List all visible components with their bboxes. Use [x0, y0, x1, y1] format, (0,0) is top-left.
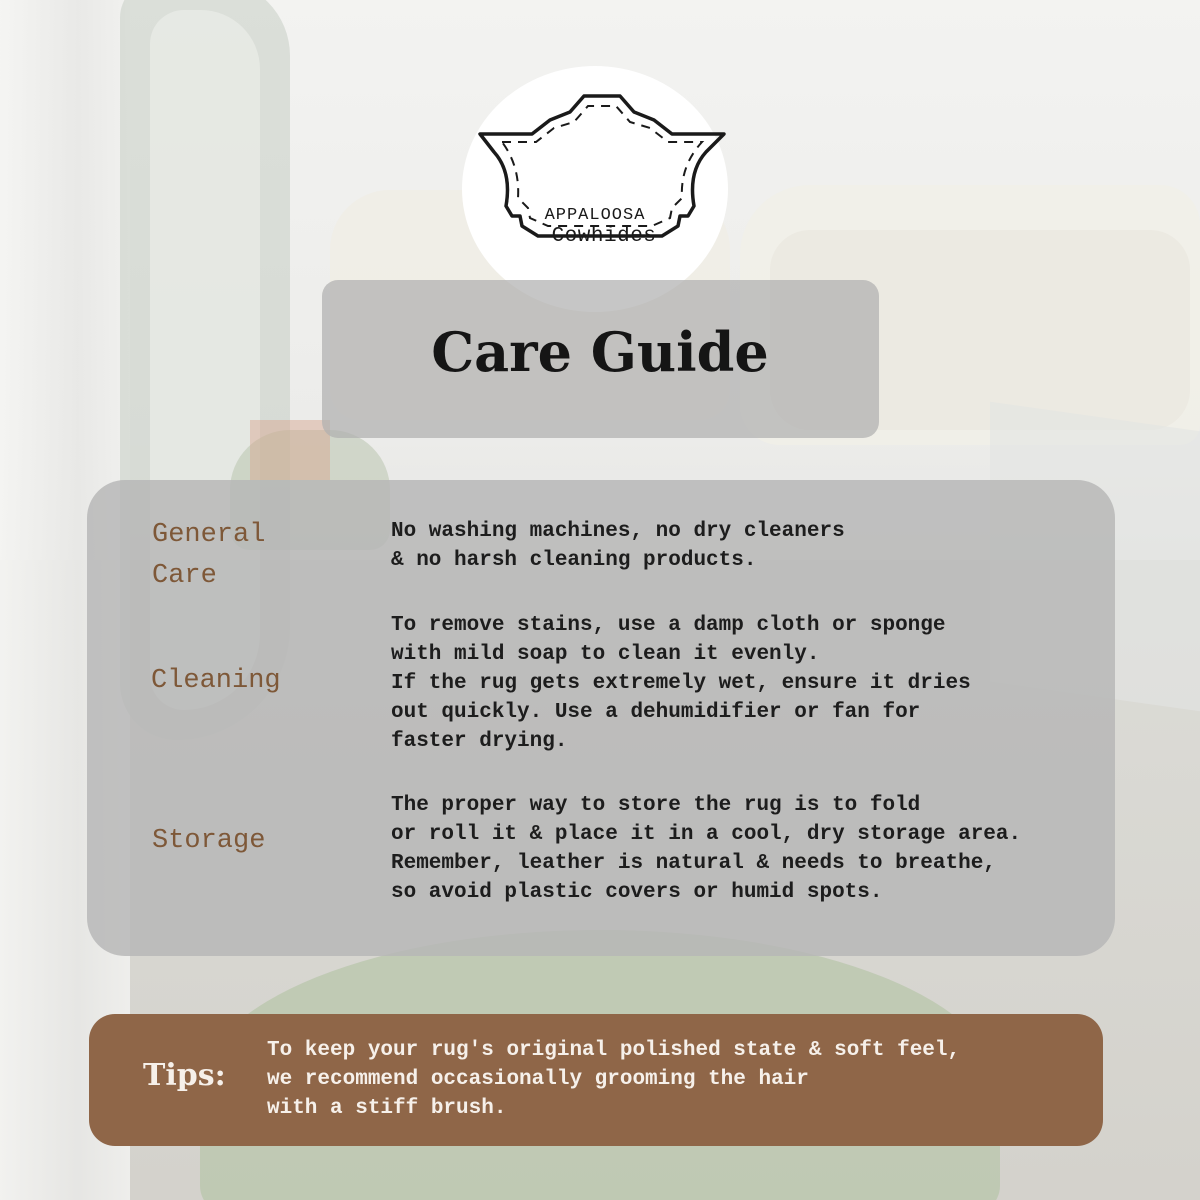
storage-text: The proper way to store the rug is to fold or roll it & place it in a cool, dry storage area. Remember, leather is natural & needs to breathe, so avoid plastic covers or humid spots. — [391, 794, 1022, 904]
cleaning-text: To remove stains, use a damp cloth or sponge with mild soap to clean it evenly. If the rug gets extremely wet, ensure it dries out quickly. Use a dehumidifier or fan for faster drying. — [391, 614, 971, 753]
storage-label: Storage — [152, 826, 266, 856]
general-care-label: General Care — [152, 520, 266, 591]
general-care-text: No washing machines, no dry cleaners & no harsh cleaning products. — [391, 520, 845, 572]
logo-brand-name: APPALOOSA — [544, 206, 646, 225]
tips-label: Tips: — [143, 1058, 226, 1093]
logo-brand-subtitle: Cowhides — [551, 225, 657, 248]
brand-logo — [462, 66, 728, 312]
books — [250, 420, 330, 480]
page-title: Care Guide — [431, 320, 769, 384]
tips-text: To keep your rug's original polished state & soft feel, we recommend occasionally grooming the hair with a stiff brush. — [267, 1039, 961, 1120]
cowhide-icon — [462, 66, 728, 312]
cleaning-label: Cleaning — [151, 666, 281, 696]
